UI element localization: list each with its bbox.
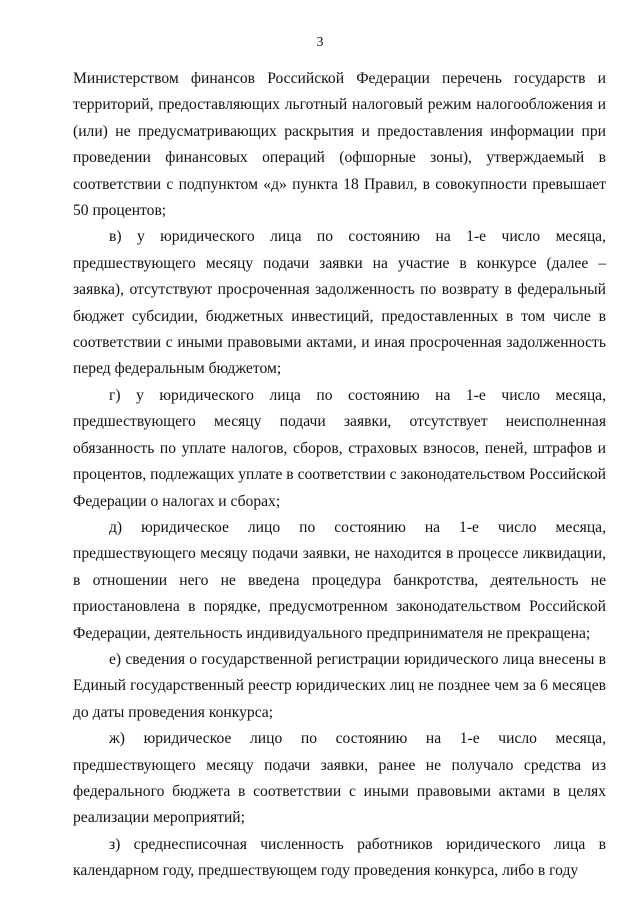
paragraph-item-g: г) у юридического лица по состоянию на 1-е число месяца, предшествующего месяцу подачи заявки, отсутствует неисполненная обязанность по уплате налогов, сборов, страховых взносов, пеней, штрафов и процентов, подлежащих уплате в соответствии с законодательством Российской Федерации о налогах и сборах; [73, 386, 606, 510]
page-number: 3 [316, 35, 324, 50]
paragraph-item-e: е) сведения о государственной регистрации юридического лица внесены в Единый государственный реестр юридических лиц не позднее чем за 6 месяцев до даты проведения конкурса; [73, 650, 606, 721]
paragraph-continuation: Министерством финансов Российской Федерации перечень государств и территорий, предоставляющих льготный налоговый режим налогообложения и (или) не предусматривающих раскрытия и предоставления информации при проведении финансовых операций (офшорные зоны), утверждаемый в соответствии с подпунктом «д» пункта 18 Правил, в совокупности превышает 50 процентов; [73, 70, 606, 220]
paragraph-item-zh: ж) юридическое лицо по состоянию на 1-е число месяца, предшествующего месяцу подачи заявки, ранее не получало средства из федерального бюджета в соответствии с иными правовыми актами в целях реализации мероприятий; [73, 730, 606, 827]
paragraph-item-d: д) юридическое лицо по состоянию на 1-е число месяца, предшествующего месяцу подачи заявки, не находится в процессе ликвидации, в отношении него не введена процедура банкротства, деятельность не приостановлена в порядке, предусмотренном законодательством Российской Федерации, деятельность индивидуального предпринимателя не прекращена; [73, 518, 606, 642]
paragraph-item-v: в) у юридического лица по состоянию на 1-е число месяца, предшествующего месяцу подачи заявки на участие в конкурсе (далее – заявка), отсутствуют просроченная задолженность по возврату в федеральный бюджет субсидии, бюджетных инвестиций, предоставленных в том числе в соответствии с иными правовыми актами, и иная просроченная задолженность перед федеральным бюджетом; [73, 228, 606, 378]
document-body [73, 66, 606, 885]
paragraph-item-z: з) среднесписочная численность работников юридического лица в календарном году, предшествующем году проведения конкурса, либо в году [73, 835, 606, 880]
